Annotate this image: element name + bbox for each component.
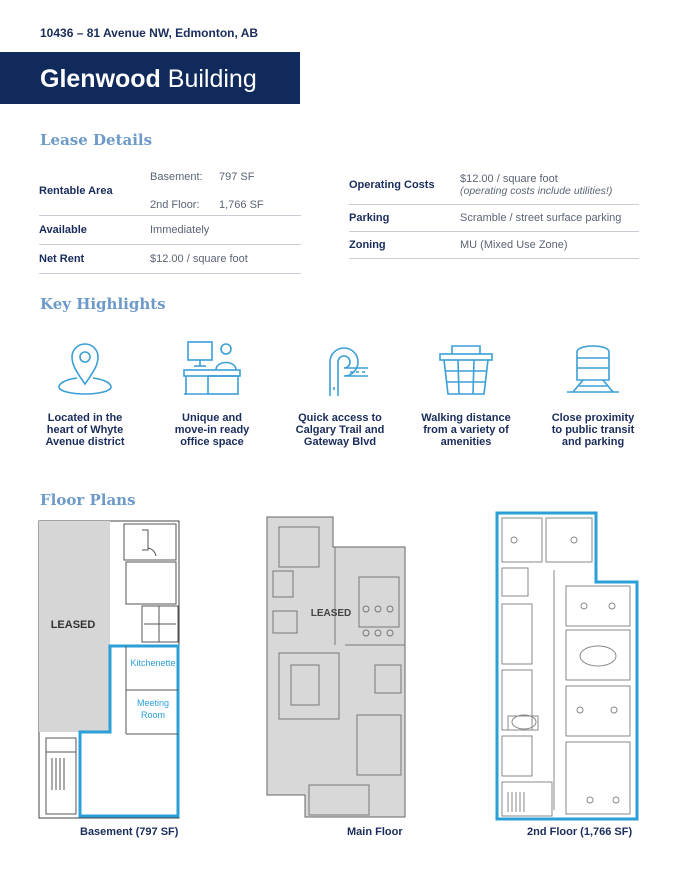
caption-line: Avenue district [45, 436, 125, 448]
floor2-value: 1,766 SF [219, 198, 264, 211]
meeting-room-label-2: Room [140, 710, 166, 720]
caption-line: Close proximity [551, 412, 635, 424]
basement-area [150, 167, 264, 187]
main-floor-caption: Main Floor [347, 826, 403, 838]
kitchenette-label: Kitchenette [130, 658, 176, 668]
net-rent-value: $12.00 / square foot [150, 253, 248, 265]
caption-line: office space [180, 436, 244, 448]
available-value: Immediately [150, 224, 210, 236]
main-leased-label: LEASED [310, 608, 352, 619]
zoning-row [349, 232, 639, 259]
second-floor-caption: 2nd Floor (1,766 SF) [527, 826, 633, 838]
caption-line: move-in ready [174, 424, 250, 436]
zoning-label: Zoning [349, 239, 386, 251]
key-highlights-heading: Key Highlights [40, 295, 166, 313]
caption-line: amenities [440, 436, 492, 448]
caption-line: Quick access to [298, 412, 382, 424]
highlight-location [25, 340, 145, 448]
title-part-2: Building [167, 65, 257, 93]
highway-interchange-icon [310, 340, 370, 396]
office-desk-icon [182, 340, 242, 396]
floor2-key: 2nd Floor: [150, 198, 200, 211]
basement-caption: Basement (797 SF) [80, 826, 179, 838]
meeting-room-label-1: Meeting [136, 698, 170, 708]
operating-costs-label: Operating Costs [349, 179, 435, 191]
parking-row [349, 205, 639, 232]
highlight-location-caption [25, 412, 145, 448]
parking-label: Parking [349, 212, 390, 224]
available-label: Available [39, 224, 87, 236]
operating-costs-values [460, 173, 612, 197]
basement-floor-plan [38, 520, 182, 822]
floor2-area [150, 187, 264, 215]
basement-leased-label: LEASED [50, 619, 96, 631]
operating-costs-value: $12.00 / square foot [460, 173, 558, 185]
highlight-transit-caption [533, 412, 653, 448]
floor-plans-heading: Floor Plans [40, 491, 136, 509]
available-row [39, 216, 301, 245]
property-address: 10436 – 81 Avenue NW, Edmonton, AB [40, 26, 259, 40]
lease-left-table [39, 166, 301, 274]
lease-details-heading: Lease Details [40, 131, 153, 149]
net-rent-row [39, 245, 301, 274]
caption-line: and parking [561, 436, 625, 448]
train-icon [563, 340, 623, 396]
caption-line: Unique and [182, 412, 242, 424]
caption-line: Located in the [47, 412, 123, 424]
zoning-value: MU (Mixed Use Zone) [460, 239, 568, 251]
main-floor-plan [265, 515, 410, 821]
location-pin-icon [55, 340, 115, 396]
caption-line: heart of Whyte [46, 424, 124, 436]
highlight-access-caption [280, 412, 400, 448]
lease-right-table [349, 166, 639, 259]
title-part-1: Glenwood [40, 65, 161, 93]
caption-line: Walking distance [421, 412, 511, 424]
operating-costs-note: (operating costs include utilities!) [460, 185, 613, 197]
rentable-area-row [39, 166, 301, 216]
title-banner [0, 52, 300, 104]
rentable-area-values [150, 167, 264, 215]
highlight-amenities [406, 340, 526, 448]
caption-line: Calgary Trail and [295, 424, 385, 436]
operating-costs-row [349, 166, 639, 205]
rentable-area-label: Rentable Area [39, 184, 113, 197]
building-title [40, 65, 257, 94]
highlight-office-caption [152, 412, 272, 448]
highlight-amenities-caption [406, 412, 526, 448]
basement-value: 797 SF [219, 170, 255, 183]
highlight-transit [533, 340, 653, 448]
net-rent-label: Net Rent [39, 253, 85, 265]
highlight-access [280, 340, 400, 448]
shopping-basket-icon [436, 340, 496, 396]
caption-line: from a variety of [423, 424, 509, 436]
parking-value: Scramble / street surface parking [460, 212, 622, 224]
basement-key: Basement: [150, 170, 203, 183]
second-floor-plan [494, 510, 640, 823]
caption-line: to public transit [551, 424, 635, 436]
highlight-office [152, 340, 272, 448]
caption-line: Gateway Blvd [303, 436, 377, 448]
